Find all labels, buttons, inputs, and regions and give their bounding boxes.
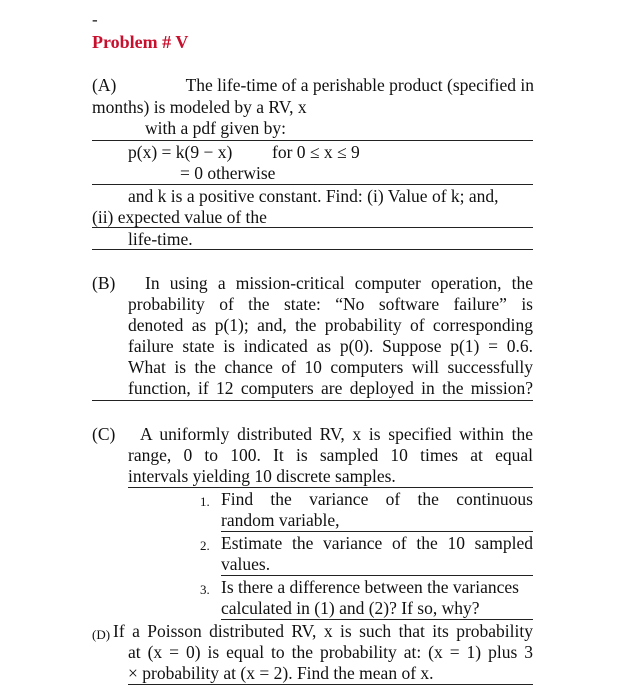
list-number: 2. — [200, 538, 210, 553]
part-b-line1: In using a mission-critical computer operation, the — [145, 273, 533, 293]
part-c-line3: intervals yielding 10 discrete samples. — [128, 466, 396, 486]
part-c-rule-1 — [128, 487, 533, 488]
part-a-equation-1: p(x) = k(9 − x) — [128, 142, 233, 162]
problem-title: Problem # V — [92, 32, 189, 52]
part-b-line2: probability of the state: “No software failure” is — [128, 294, 533, 314]
part-c-rule-3 — [221, 575, 533, 576]
part-a-line1: The life-time of a perishable product (specified in — [185, 75, 534, 95]
list-item-1-line1: Find the variance of the continuous — [221, 489, 533, 509]
part-a-equation-2: = 0 otherwise — [180, 163, 276, 183]
header-mark: - — [92, 10, 98, 29]
part-d-line1: If a Poisson distributed RV, x is such that its probability — [113, 621, 533, 641]
list-item-1-line2: random variable, — [221, 510, 340, 530]
part-d-line2: at (x = 0) is equal to the probability at: (x = 1) plus 3 — [128, 642, 533, 662]
part-a-line4: and k is a positive constant. Find: (i) Value of k; and, — [128, 186, 499, 206]
list-number: 3. — [200, 582, 210, 597]
list-number: 1. — [200, 494, 210, 509]
list-item-2-line1: Estimate the variance of the 10 sampled — [221, 533, 533, 553]
part-b-label: (B) — [92, 273, 116, 293]
part-a-rule-2 — [92, 184, 533, 185]
part-d-label: (D) — [92, 627, 111, 642]
part-c-line1: A uniformly distributed RV, x is specified within the — [140, 424, 533, 444]
part-a-rule-4 — [92, 249, 533, 250]
part-b-line5: What is the chance of 10 computers will successfully — [128, 357, 533, 377]
part-c-line2: range, 0 to 100. It is sampled 10 times at equal — [128, 445, 533, 465]
part-a-line5: (ii) expected value of the — [92, 207, 267, 227]
part-a-rule-3 — [92, 227, 533, 228]
part-b-line4: failure state is indicated as p(0). Suppose p(1) = 0.6. — [128, 336, 533, 356]
part-d-line3: × probability at (x = 2). Find the mean of x. — [128, 663, 434, 683]
list-item-3-line1: Is there a difference between the variances — [221, 577, 519, 597]
part-a-rule-1 — [92, 140, 533, 141]
part-a-line3: with a pdf given by: — [145, 118, 286, 138]
part-c-rule-4 — [221, 619, 533, 620]
part-c-label: (C) — [92, 424, 116, 444]
list-item-3-line2: calculated in (1) and (2)? If so, why? — [221, 598, 480, 618]
part-a-line6: life-time. — [128, 229, 193, 249]
list-item-2-line2: values. — [221, 554, 271, 574]
part-a-line2: months) is modeled by a RV, x — [92, 97, 307, 117]
part-a-label: (A) — [92, 75, 117, 95]
part-a-equation-1-condition: for 0 ≤ x ≤ 9 — [272, 142, 360, 162]
part-b-line6: function, if 12 computers are deployed in the mission? — [128, 378, 533, 398]
part-b-rule — [92, 400, 533, 401]
part-d-rule — [128, 684, 533, 685]
part-b-line3: denoted as p(1); and, the probability of corresponding — [128, 315, 533, 335]
part-c-rule-2 — [221, 531, 533, 532]
